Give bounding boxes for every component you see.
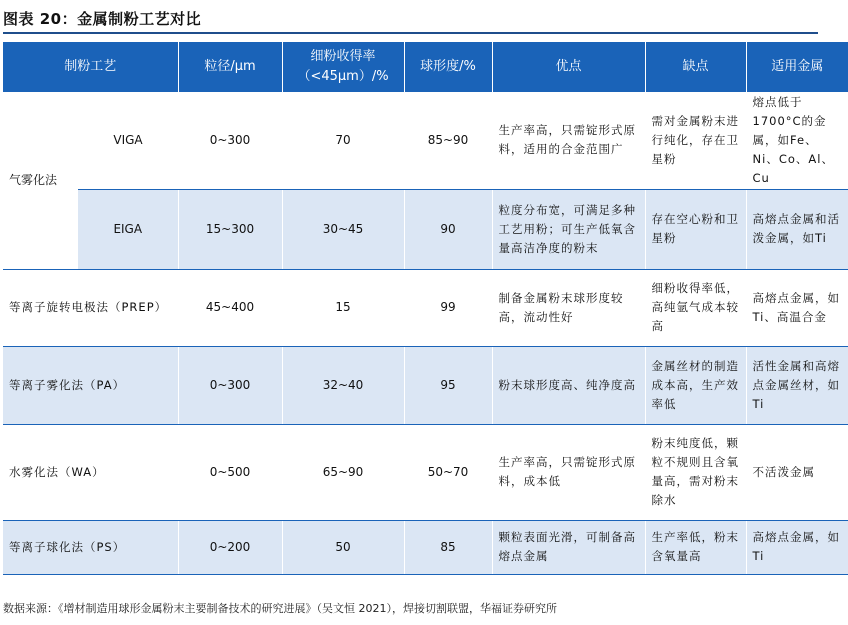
metals-cell: 高熔点金属，如Ti — [746, 520, 848, 574]
process-cell: 等离子旋转电极法（PREP） — [3, 269, 178, 346]
yield-cell: 30~45 — [282, 189, 404, 269]
pros-cell: 制备金属粉末球形度较高，流动性好 — [492, 269, 645, 346]
metals-cell: 不活泼金属 — [746, 424, 848, 520]
table-row — [3, 424, 848, 520]
sphericity-cell: 50~70 — [404, 424, 492, 520]
size-cell: 0~500 — [178, 424, 282, 520]
sphericity-cell: 99 — [404, 269, 492, 346]
table-row — [3, 520, 848, 574]
header-size: 粒径/μm — [178, 42, 282, 92]
process-cell: 水雾化法（WA） — [3, 424, 178, 520]
size-cell: 45~400 — [178, 269, 282, 346]
sphericity-cell: 85 — [404, 520, 492, 574]
table-row — [3, 189, 848, 269]
size-cell: 0~200 — [178, 520, 282, 574]
size-cell: 0~300 — [178, 346, 282, 424]
yield-cell: 65~90 — [282, 424, 404, 520]
pros-cell: 粉末球形度高、纯净度高 — [492, 346, 645, 424]
comparison-table — [3, 42, 848, 575]
cons-cell: 粉末纯度低，颗粒不规则且含氧量高，需对粉末除水 — [645, 424, 746, 520]
metals-cell: 高熔点金属，如Ti、高温合金 — [746, 269, 848, 346]
header-process: 制粉工艺 — [3, 42, 178, 92]
sphericity-cell: 95 — [404, 346, 492, 424]
table-header-row — [3, 42, 848, 92]
pros-cell: 生产率高，只需锭形式原料，适用的合金范围广 — [492, 92, 645, 189]
size-cell: 15~300 — [178, 189, 282, 269]
data-source-note: 数据来源：《增材制造用球形金属粉末主要制备技术的研究进展》（吴文恒 2021），焊接切割联盟，华福证券研究所 — [3, 602, 557, 615]
cons-cell: 需对金属粉末进行纯化，存在卫星粉 — [645, 92, 746, 189]
metals-cell: 高熔点金属和活泼金属，如Ti — [746, 189, 848, 269]
header-sphericity: 球形度/% — [404, 42, 492, 92]
title-divider — [3, 32, 818, 34]
size-cell: 0~300 — [178, 92, 282, 189]
figure-title: 图表 20：金属制粉工艺对比 — [3, 10, 202, 28]
process-cell: EIGA — [78, 189, 178, 269]
yield-cell: 15 — [282, 269, 404, 346]
pros-cell: 粒度分布宽，可满足多种工艺用粉；可生产低氧含量高洁净度的粉末 — [492, 189, 645, 269]
cons-cell: 存在空心粉和卫星粉 — [645, 189, 746, 269]
sphericity-cell: 90 — [404, 189, 492, 269]
yield-cell: 50 — [282, 520, 404, 574]
cons-cell: 生产率低，粉末含氧量高 — [645, 520, 746, 574]
gas-atomization-label: 气雾化法 — [3, 92, 78, 269]
table-row — [3, 92, 848, 189]
process-cell: VIGA — [78, 92, 178, 189]
cons-cell: 金属丝材的制造成本高，生产效率低 — [645, 346, 746, 424]
header-cons: 缺点 — [645, 42, 746, 92]
process-cell: 等离子雾化法（PA） — [3, 346, 178, 424]
yield-cell: 32~40 — [282, 346, 404, 424]
table-row — [3, 269, 848, 346]
sphericity-cell: 85~90 — [404, 92, 492, 189]
metals-cell: 熔点低于1700°C的金属，如Fe、Ni、Co、Al、Cu — [746, 92, 848, 189]
table-row — [3, 346, 848, 424]
process-cell: 等离子球化法（PS） — [3, 520, 178, 574]
pros-cell: 生产率高，只需锭形式原料，成本低 — [492, 424, 645, 520]
header-pros: 优点 — [492, 42, 645, 92]
cons-cell: 细粉收得率低，高纯氩气成本较高 — [645, 269, 746, 346]
header-metals: 适用金属 — [746, 42, 848, 92]
pros-cell: 颗粒表面光滑，可制备高熔点金属 — [492, 520, 645, 574]
metals-cell: 活性金属和高熔点金属丝材，如Ti — [746, 346, 848, 424]
header-yield: 细粉收得率（<45μm）/% — [282, 42, 404, 92]
yield-cell: 70 — [282, 92, 404, 189]
